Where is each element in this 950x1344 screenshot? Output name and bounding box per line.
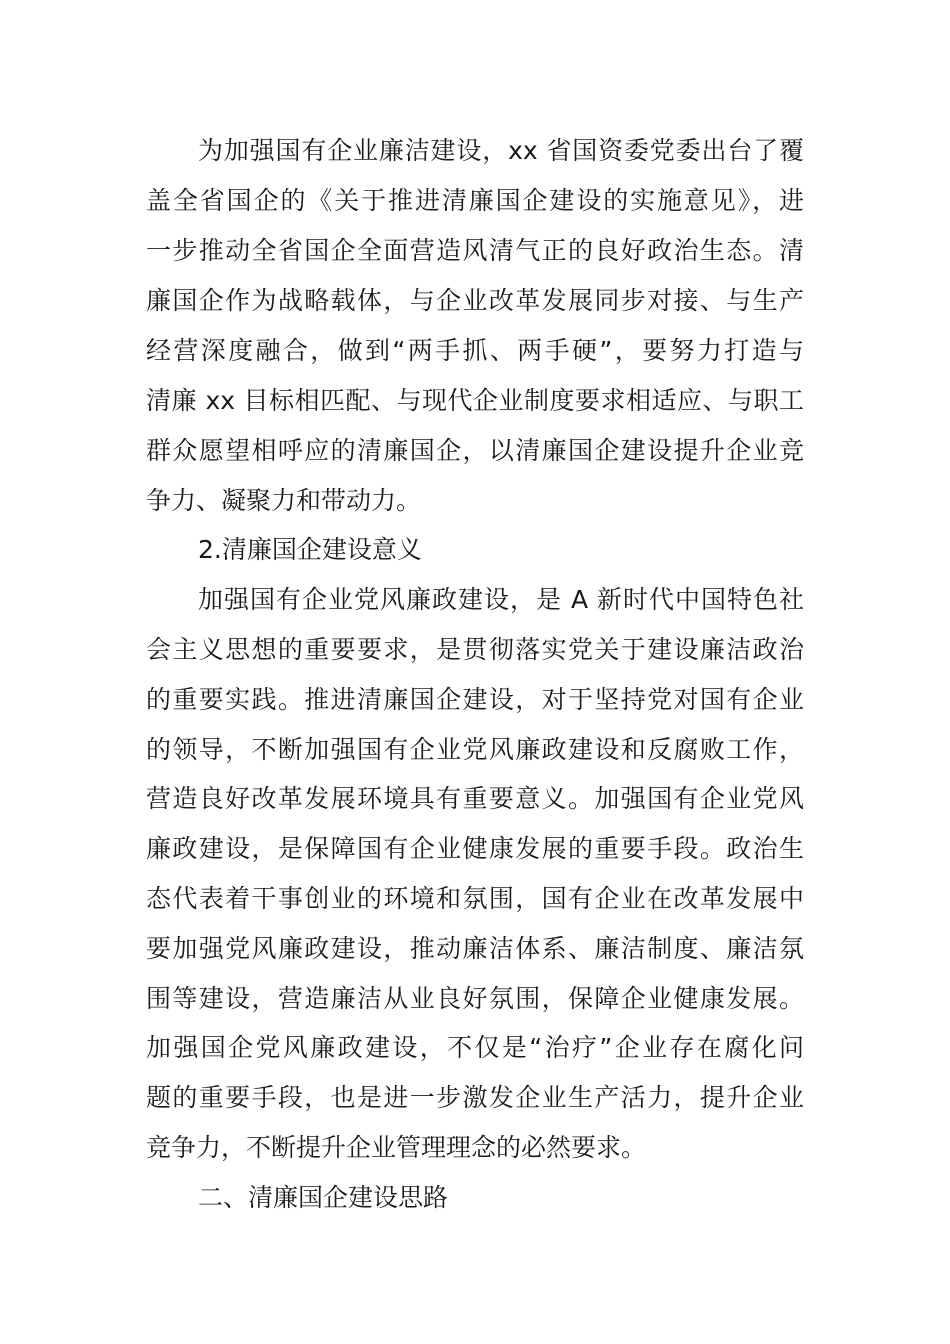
paragraph-line: 的领导，不断加强国有企业党风廉政建设和反腐败工作， [146,735,804,764]
paragraph-line: 盖全省国企的《关于推进清廉国企建设的实施意见》，进 [146,186,804,215]
paragraph-line: 加强国企党风廉政建设，不仅是“治疗”企业存在腐化问 [146,1033,804,1062]
paragraph-line: 清廉 xx 目标相匹配、与现代企业制度要求相适应、与职工 [146,386,804,415]
paragraph-line: 一步推动全省国企全面营造风清气正的良好政治生态。清 [146,236,804,265]
paragraph-line: 廉国企作为战略载体，与企业改革发展同步对接、与生产 [146,286,804,315]
paragraph-line: 要加强党风廉政建设，推动廉洁体系、廉洁制度、廉洁氛 [146,934,804,963]
paragraph-line: 题的重要手段，也是进一步激发企业生产活力，提升企业 [146,1083,804,1112]
section-heading: 二、清廉国企建设思路 [198,1183,449,1212]
paragraph-line: 经营深度融合，做到“两手抓、两手硬”，要努力打造与 [146,336,804,365]
paragraph-line: 为加强国有企业廉洁建设，xx 省国资委党委出台了覆 [198,136,804,165]
paragraph-line: 的重要实践。推进清廉国企建设，对于坚持党对国有企业 [146,685,804,714]
section-heading: 2.清廉国企建设意义 [198,535,422,564]
paragraph-line: 围等建设，营造廉洁从业良好氛围，保障企业健康发展。 [146,984,804,1013]
paragraph-line: 加强国有企业党风廉政建设，是 A 新时代中国特色社 [198,585,804,614]
paragraph-line: 态代表着干事创业的环境和氛围，国有企业在改革发展中 [146,884,804,913]
paragraph-line: 竞争力，不断提升企业管理理念的必然要求。 [146,1133,647,1162]
paragraph-line: 会主义思想的重要要求，是贯彻落实党关于建设廉洁政治 [146,635,804,664]
paragraph-line: 群众愿望相呼应的清廉国企，以清廉国企建设提升企业竞 [146,436,804,465]
paragraph-line: 争力、凝聚力和带动力。 [146,486,422,515]
paragraph-line: 营造良好改革发展环境具有重要意义。加强国有企业党风 [146,784,804,813]
paragraph-line: 廉政建设，是保障国有企业健康发展的重要手段。政治生 [146,834,804,863]
